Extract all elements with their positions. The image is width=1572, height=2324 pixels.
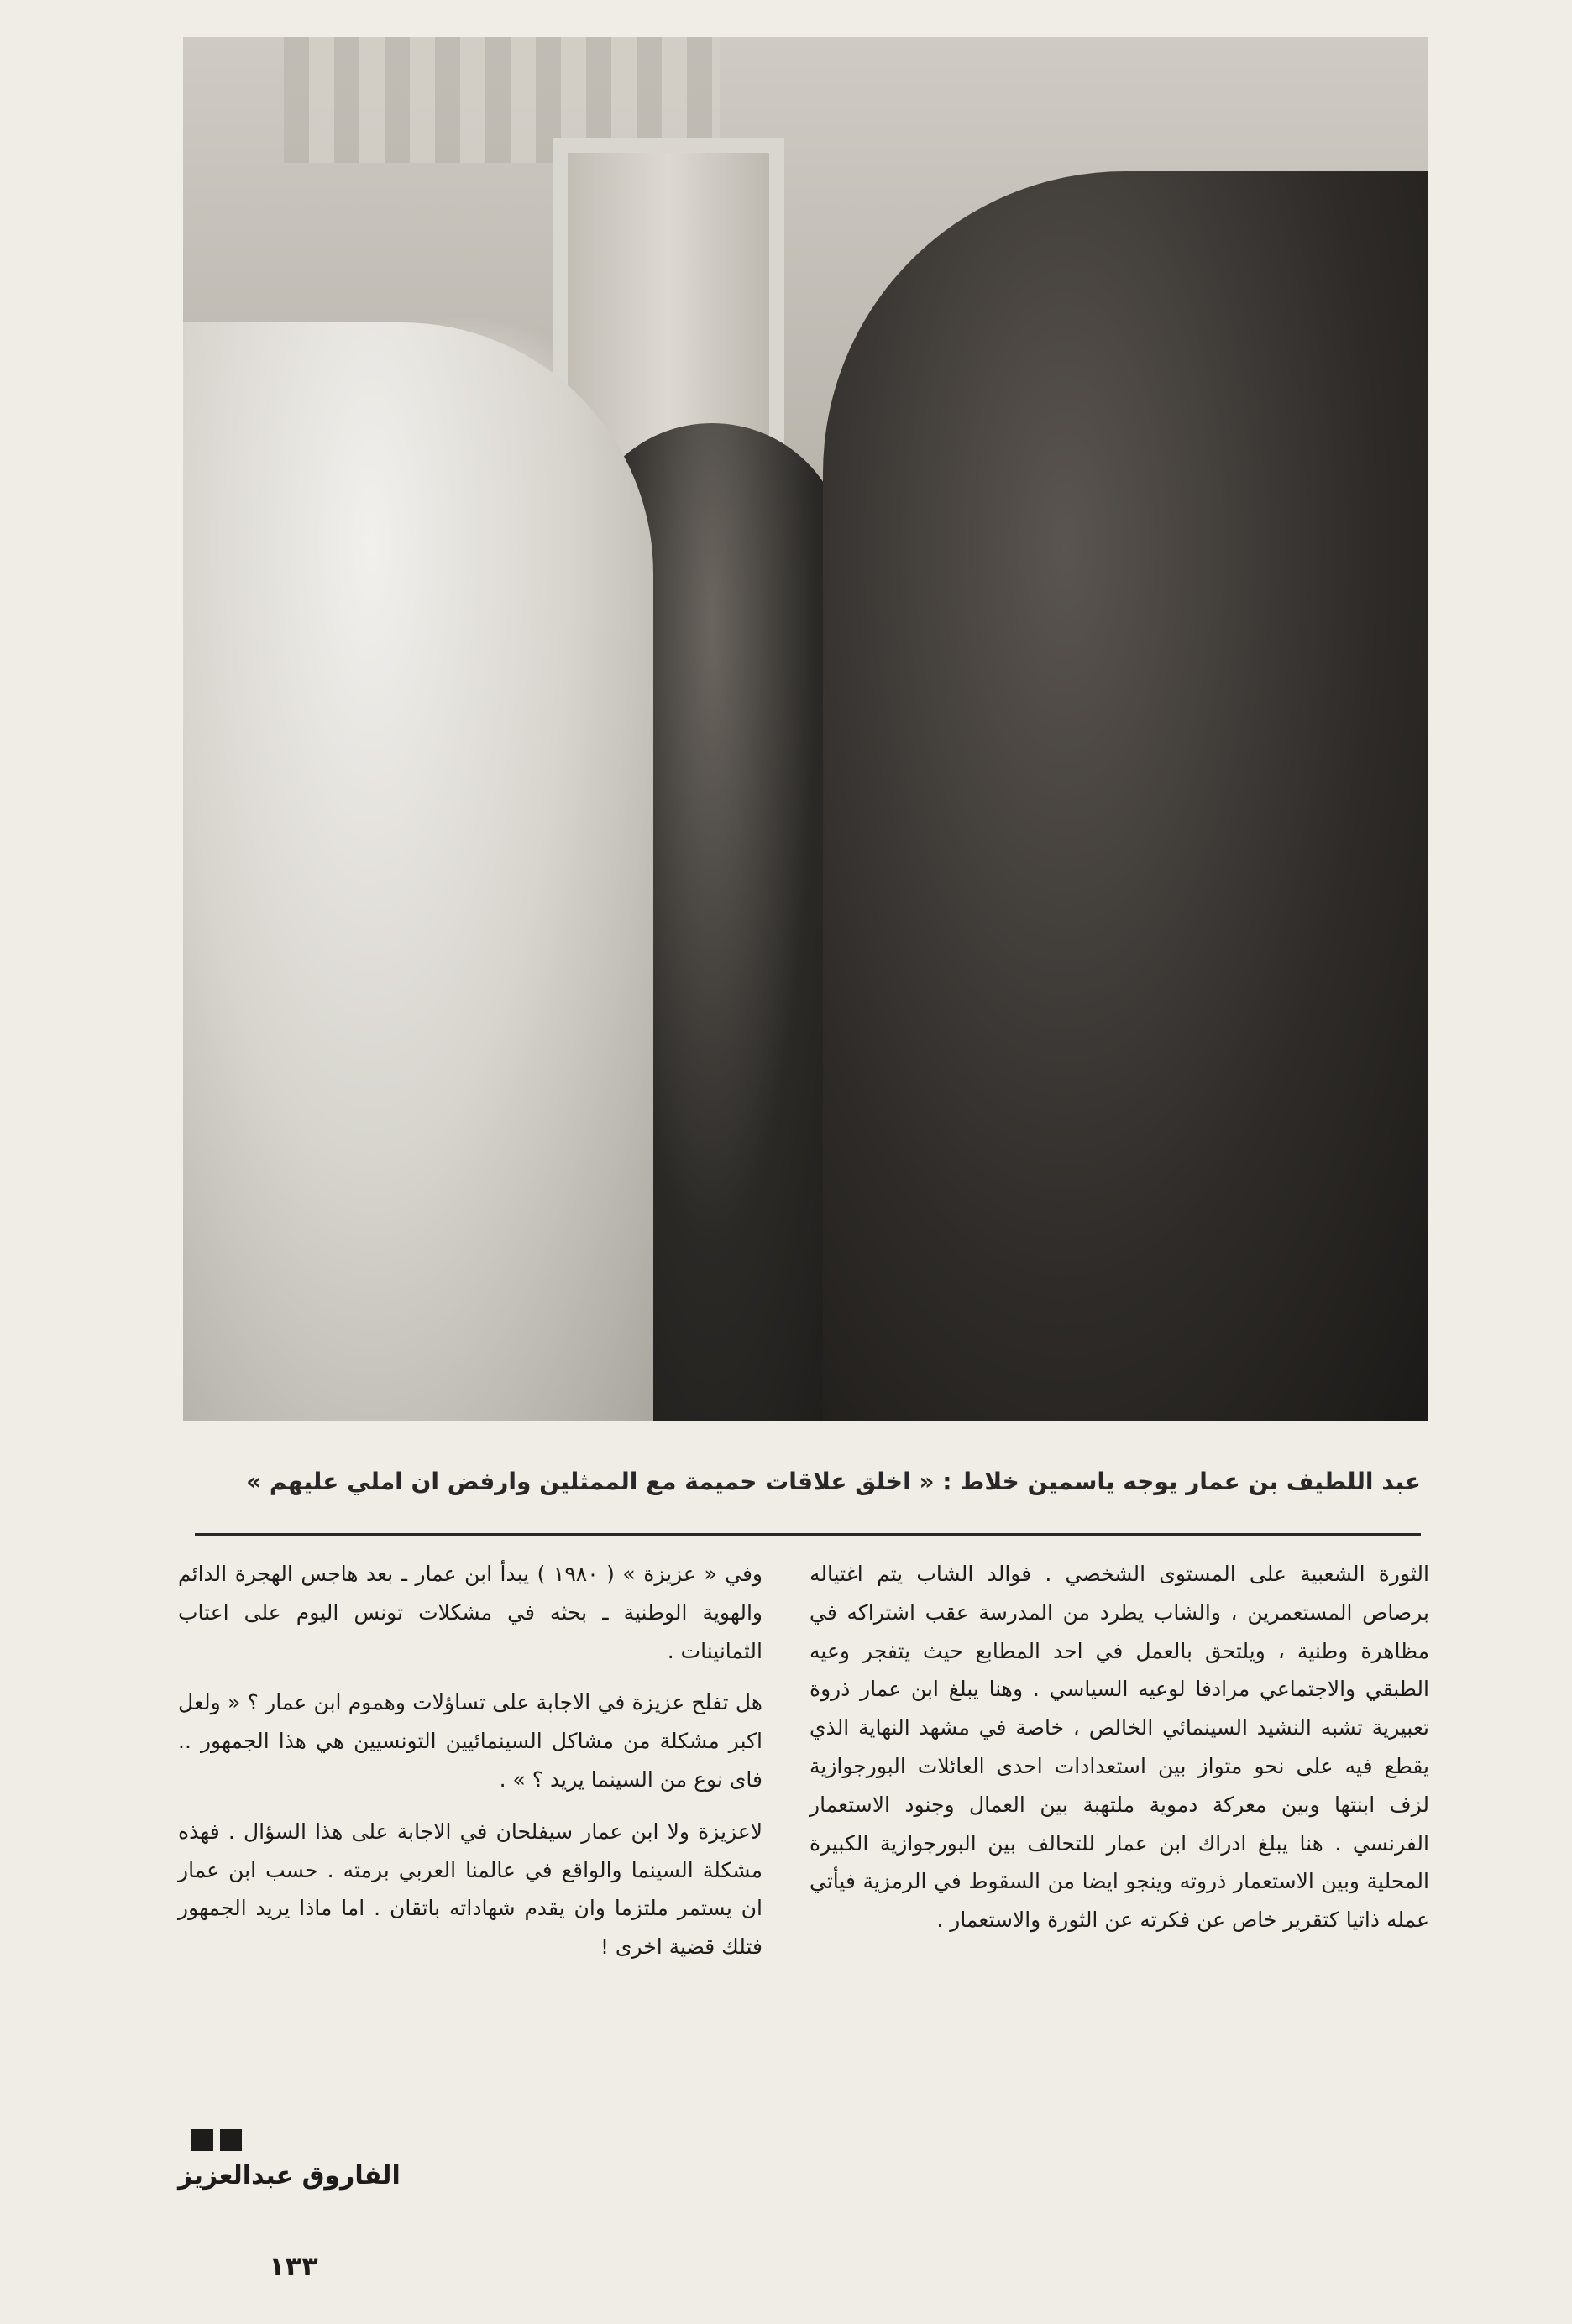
article-paragraph: الثورة الشعبية على المستوى الشخصي . فوالد الشاب يتم اغتياله برصاص المستعمرين ، والشاب يطرد من المدرسة عقب اشتراكه في مظاهرة وطنية ، ويلتحق بالعمل في احد المطابع حيث يتفجر وعيه الطبقي والاجتماعي مرادفا لوعيه السياسي . وهنا يبلغ ابن عمار ذروة تعبيرية تشبه النشيد السينمائي الخالص ، خاصة في مشهد النهاية الذي يقطع فيه على نحو متواز بين استعدادات احدى العائلات البورجوازية لزف ابنتها وبين معركة دموية ملتهبة بين العمال وجنود الاستعمار الفرنسي . هنا يبلغ ادراك ابن عمار للتحالف بين البورجوازية الكبيرة المحلية وبين الاستعمار ذروته وينجو ايضا من السقوط في الرمزية فيأتي عمله ذاتيا كتقرير خاص عن فكرته عن الثورة والاستعمار . bbox=[810, 1562, 1429, 1933]
film-set-photograph bbox=[183, 37, 1428, 1421]
article-column-left bbox=[178, 1555, 762, 1980]
article-paragraph: وفي « عزيزة » ( ١٩٨٠ ) يبدأ ابن عمار ـ بعد هاجس الهجرة الدائم والهوية الوطنية ـ بحثه في مشكلات تونس اليوم على اعتاب الثمانينات . bbox=[178, 1562, 762, 1663]
page-number: ١٣٣ bbox=[269, 2250, 318, 2282]
photo-director bbox=[823, 171, 1428, 1421]
author-name: الفاروق عبدالعزيز bbox=[178, 2161, 401, 2191]
photo-actress bbox=[183, 322, 653, 1421]
article-paragraph: هل تفلح عزيزة في الاجابة على تساؤلات وهموم ابن عمار ؟ « ولعل اكبر مشكلة من مشاكل السينمائيين التونسيين هي هذا الجمهور .. فاى نوع من السينما يريد ؟ » . bbox=[178, 1690, 762, 1792]
end-square-icon bbox=[191, 2129, 213, 2151]
horizontal-rule bbox=[195, 1533, 1421, 1536]
photo-caption: عبد اللطيف بن عمار يوجه ياسمين خلاط : « اخلق علاقات حميمة مع الممثلين وارفض ان املي عليهم » bbox=[246, 1468, 1421, 1495]
article-paragraph: لاعزيزة ولا ابن عمار سيفلحان في الاجابة على هذا السؤال . فهذه مشكلة السينما والواقع في عالمنا العربي برمته . حسب ابن عمار ان يستمر ملتزما وان يقدم شهاداته باتقان . اما ماذا يريد الجمهور فتلك قضية اخرى ! bbox=[178, 1819, 762, 1960]
end-of-article-mark bbox=[191, 2129, 242, 2151]
end-square-icon bbox=[220, 2129, 242, 2151]
article-column-right bbox=[810, 1555, 1429, 1953]
